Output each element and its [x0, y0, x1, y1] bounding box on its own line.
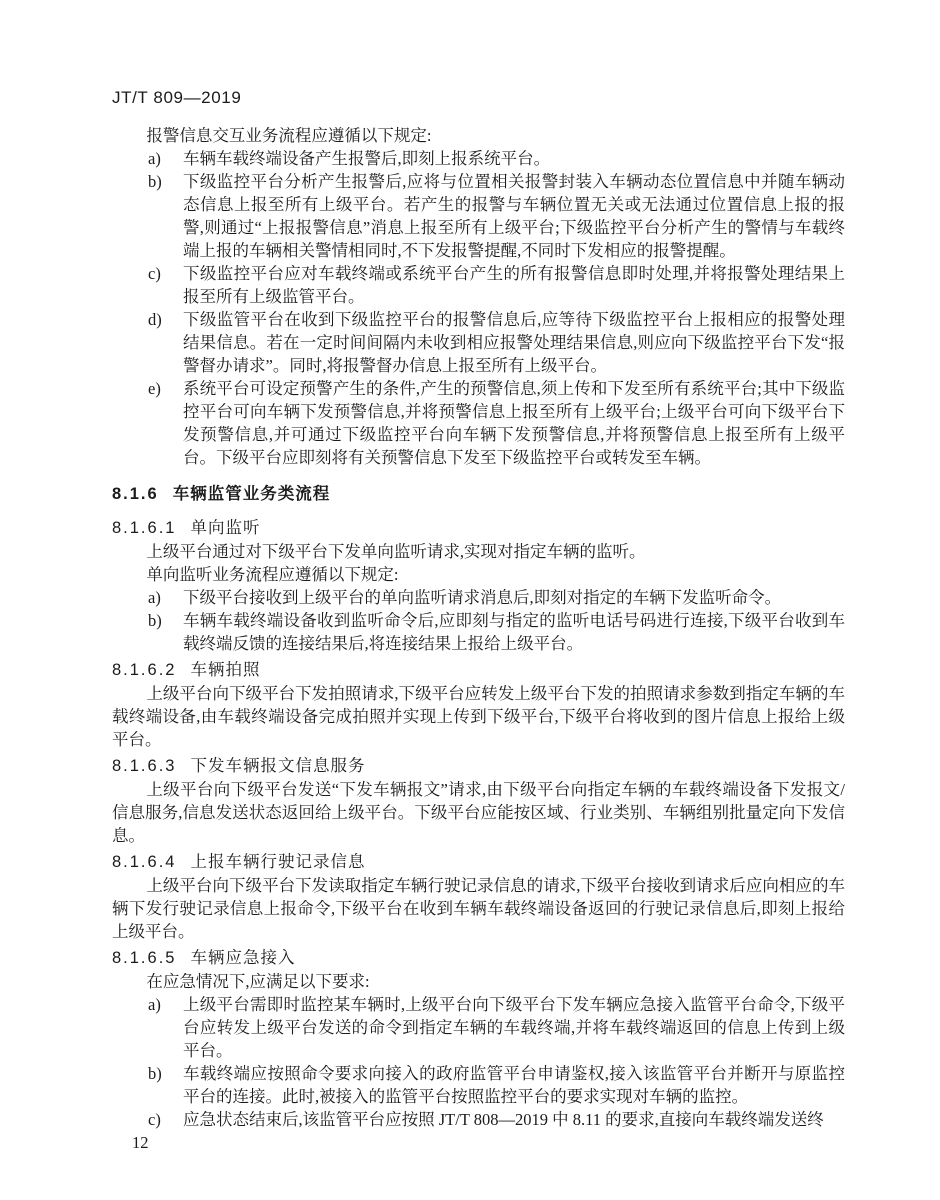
- section-title: 车辆拍照: [190, 660, 261, 679]
- list-item-label: c): [148, 264, 161, 283]
- list-item: [148, 1108, 845, 1131]
- page-number: 12: [132, 1133, 149, 1152]
- section-number: 8.1.6.5: [112, 949, 177, 967]
- emergency-lead: 在应急情况下,应满足以下要求:: [146, 972, 370, 991]
- list-item-text: 车辆车载终端设备收到监听命令后,应即刻与指定的监听电话号码进行连接,下级平台收到车载终端反馈的连接结果后,将连接结果上报给上级平台。: [183, 611, 845, 653]
- list-item-label: b): [148, 611, 162, 630]
- document-number: JT/T 809—2019: [112, 88, 242, 107]
- section-title: 单向监听: [190, 518, 261, 537]
- list-item-text: 系统平台可设定预警产生的条件,产生的预警信息,须上传和下发至所有系统平台;其中下级监控平台可向车辆下发预警信息,并将预警信息上报至所有上级平台;上级平台可向下级平台下发预警信息,并可通过下级监控平台向车辆下发预警信息,并将预警信息上报至所有上级平台。下级平台应即刻将有关预警信息下发至下级监控平台或转发至车辆。: [183, 379, 845, 467]
- list-item-label: e): [148, 379, 161, 398]
- list-item: [148, 147, 845, 170]
- list-item-label: c): [148, 1110, 161, 1129]
- section-title: 车辆应急接入: [190, 948, 296, 967]
- alarm-flow-lead: 报警信息交互业务流程应遵循以下规定:: [146, 126, 432, 145]
- list-item: [148, 586, 845, 609]
- paragraph: 上级平台向下级平台下发拍照请求,下级平台应转发上级平台下发的拍照请求参数到指定车辆的车载终端设备,由车载终端设备完成拍照并实现上传到下级平台,下级平台将收到的图片信息上报给上级平台。: [112, 684, 845, 749]
- list-item: [148, 262, 845, 308]
- list-item-text: 下级监控平台应对车载终端或系统平台产生的所有报警信息即时处理,并将报警处理结果上报至所有上级监管平台。: [183, 264, 845, 306]
- alarm-flow-list: [148, 147, 845, 469]
- section-title: 上报车辆行驶记录信息: [190, 852, 366, 871]
- list-item-label: b): [148, 172, 162, 191]
- section-heading-8-1-6-5: [112, 946, 845, 970]
- list-item: [148, 308, 845, 377]
- section-heading-8-1-6-1: [112, 516, 845, 540]
- list-item: [148, 170, 845, 262]
- section-number: 8.1.6.4: [112, 853, 177, 871]
- section-number: 8.1.6.3: [112, 757, 177, 775]
- emergency-list: [148, 993, 845, 1131]
- list-item-label: d): [148, 310, 162, 329]
- list-item-text: 下级平台接收到上级平台的单向监听请求消息后,即刻对指定的车辆下发监听命令。: [183, 588, 782, 607]
- list-item-text: 应急状态结束后,该监管平台应按照 JT/T 808—2019 中 8.11 的要求,直接向车载终端发送终: [183, 1110, 824, 1129]
- section-title: 下发车辆报文信息服务: [190, 756, 366, 775]
- list-item: [148, 993, 845, 1062]
- list-item: [148, 377, 845, 469]
- section-title: 车辆监管业务类流程: [172, 485, 331, 503]
- paragraph: 上级平台通过对下级平台下发单向监听请求,实现对指定车辆的监听。: [146, 542, 646, 561]
- list-item-text: 下级监控平台分析产生报警后,应将与位置相关报警封装入车辆动态位置信息中并随车辆动态信息上报至所有上级平台。若产生的报警与车辆位置无关或无法通过位置信息上报的报警,则通过“上报报警信息”消息上报至所有上级平台;下级监控平台分析产生的警情与车载终端上报的车辆相关警情相同时,不下发报警提醒,不同时下发相应的报警提醒。: [183, 172, 845, 260]
- list-item: [148, 609, 845, 655]
- section-number: 8.1.6.2: [112, 661, 177, 679]
- section-heading-8-1-6-2: [112, 658, 845, 682]
- list-item-text: 车辆车载终端设备产生报警后,即刻上报系统平台。: [183, 149, 551, 168]
- paragraph: 上级平台向下级平台下发读取指定车辆行驶记录信息的请求,下级平台接收到请求后应向相应的车辆下发行驶记录信息上报命令,下级平台在收到车辆车载终端设备返回的行驶记录信息后,即刻上报给上级平台。: [112, 876, 845, 941]
- list-item: [148, 1062, 845, 1108]
- paragraph: 单向监听业务流程应遵循以下规定:: [146, 565, 399, 584]
- list-item-label: b): [148, 1064, 162, 1083]
- section-number: 8.1.6.1: [112, 519, 177, 537]
- list-item-text: 上级平台需即时监控某车辆时,上级平台向下级平台下发车辆应急接入监管平台命令,下级平台应转发上级平台发送的命令到指定车辆的车载终端,并将车载终端返回的信息上传到上级平台。: [183, 995, 845, 1060]
- list-item-label: a): [148, 588, 161, 607]
- section-heading-8-1-6: [112, 483, 845, 506]
- list-item-label: a): [148, 149, 161, 168]
- list-item-label: a): [148, 995, 161, 1014]
- monitor-flow-list: [148, 586, 845, 655]
- section-heading-8-1-6-3: [112, 754, 845, 778]
- list-item-text: 下级监管平台在收到下级监控平台的报警信息后,应等待下级监控平台上报相应的报警处理结果信息。若在一定时间间隔内未收到相应报警处理结果信息,则应向下级监控平台下发“报警督办请求”。同时,将报警督办信息上报至所有上级平台。: [183, 310, 845, 375]
- list-item-text: 车载终端应按照命令要求向接入的政府监管平台申请鉴权,接入该监管平台并断开与原监控平台的连接。此时,被接入的监管平台按照监控平台的要求实现对车辆的监控。: [183, 1064, 845, 1106]
- paragraph: 上级平台向下级平台发送“下发车辆报文”请求,由下级平台向指定车辆的车载终端设备下发报文/信息服务,信息发送状态返回给上级平台。下级平台应能按区域、行业类别、车辆组别批量定向下发信息。: [112, 780, 845, 845]
- section-number: 8.1.6: [112, 485, 159, 503]
- section-heading-8-1-6-4: [112, 850, 845, 874]
